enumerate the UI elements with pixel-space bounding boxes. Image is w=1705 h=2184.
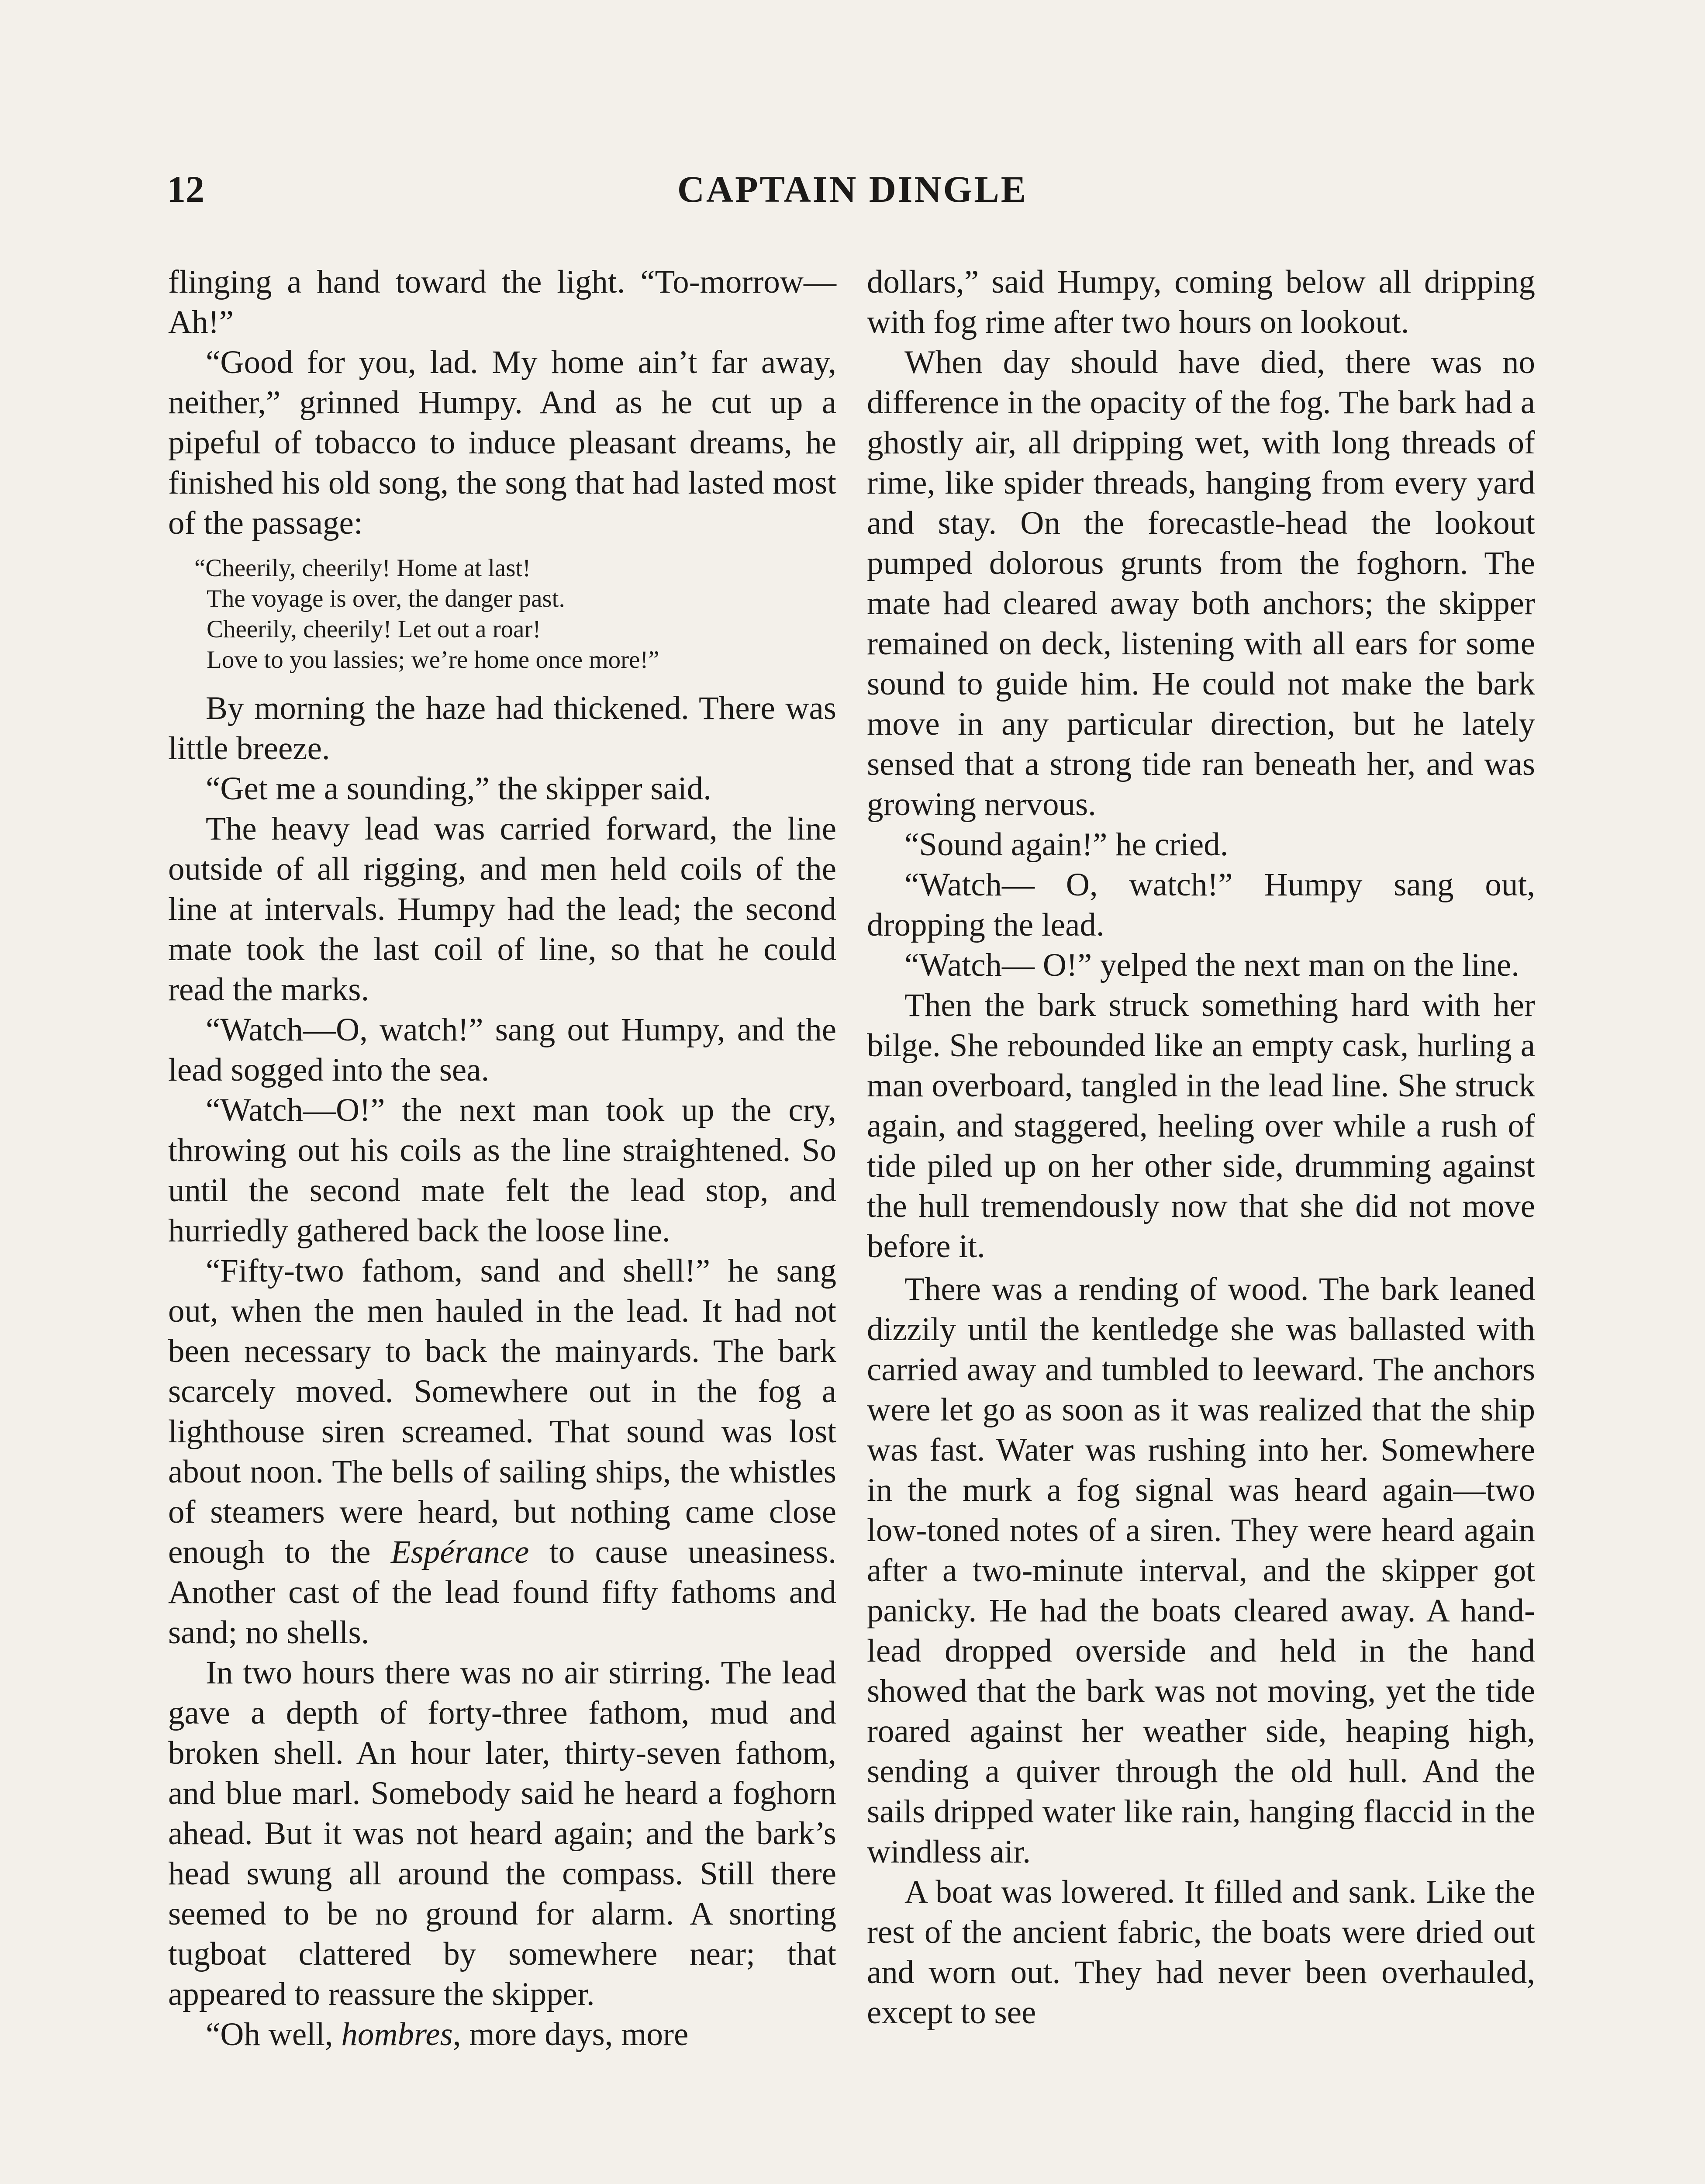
paragraph: By morning the haze had thickened. There was little breeze. [168,690,836,767]
paragraph-text: “Oh well, [206,2016,342,2053]
page-number: 12 [167,168,204,210]
paragraph: “Watch—O!” the next man took up the cry, throwing out his coils as the line straightened. So until the second mate felt the lead stop, and hurriedly gathered back the loose line. [168,1092,836,1249]
running-title: CAPTAIN DINGLE [677,168,1028,210]
paragraph: “Sound again!” he cried. [904,826,1229,863]
paragraph: Then the bark struck something hard with her bilge. She rebounded like an empty cask, hurling a man overboard, tangled in the lead line. She struck again, and staggered, heeling over while a rush of tide piled up on her other side, drumming against the hull tremendously now that she did not move before it. [867,987,1535,1265]
paragraph-text: “Fifty-two fathom, sand and shell!” he sang out, when the men hauled in the lead. It had not been necessary to back the mainyards. The bark scarcely moved. Somewhere out in the fog a lighthouse siren screamed. That sound was lost about noon. The bells of sailing ships, the whistles of steamers were heard, but nothing came close enough to the [168,1253,836,1570]
paragraph: “Watch— O, watch!” Humpy sang out, dropping the lead. [867,867,1535,943]
paragraph: There was a rending of wood. The bark leaned dizzily until the kentledge she was ballasted with carried away and tumbled to leeward. The anchors were let go as soon as it was realized that the ship was fast. Water was rushing into her. Somewhere in the murk a fog signal was heard again—two low-toned notes of a siren. They were heard again after a two-minute interval, and the skipper got panicky. He had the boats cleared away. A hand-lead dropped overside and held in the hand showed that the bark was not moving, yet the tide roared against her weather side, heaping high, sending a quiver through the old hull. And the sails dripped water like rain, hanging flaccid in the windless air. [867,1271,1535,1870]
paragraph: dollars,” said Humpy, coming below all dripping with fog rime after two hours on lookout. [867,264,1535,340]
verse-line: Love to you lassies; we’re home once more!” [207,646,659,674]
verse-line: Cheerily, cheerily! Let out a roar! [207,615,541,643]
paragraph: When day should have died, there was no difference in the opacity of the fog. The bark had a ghostly air, all dripping wet, with long threads of rime, like spider threads, hanging from every yard and stay. On the forecastle-head the lookout pumped dolorous grunts from the foghorn. The mate had cleared away both anchors; the skipper remained on deck, listening with all ears for some sound to guide him. He could not make the bark move in any particular direction, but he lately sensed that a strong tide ran beneath her, and was growing nervous. [867,344,1535,822]
verse-line: The voyage is over, the danger past. [207,585,565,612]
paragraph: A boat was lowered. It filled and sank. Like the rest of the ancient fabric, the boats were dried out and worn out. They had never been overhauled, except to see [867,1874,1535,2031]
paragraph: “Watch—O, watch!” sang out Humpy, and the lead sogged into the sea. [168,1012,836,1088]
italic-word: hombres [341,2016,453,2053]
paragraph: flinging a hand toward the light. “To-morrow— Ah!” [168,264,836,340]
paragraph: The heavy lead was carried forward, the line outside of all rigging, and men held coils of the line at intervals. Humpy had the lead; the second mate took the last coil of line, so that he could read the marks. [168,811,836,1008]
verse-line: “Cheerily, cheerily! Home at last! [194,554,531,582]
paragraph: “Get me a sounding,” the skipper said. [206,771,712,807]
paragraph: “Watch— O!” yelped the next man on the line. [904,947,1520,983]
paragraph [168,1251,836,1653]
song-verse [168,553,836,675]
paragraph: “Good for you, lad. My home ain’t far away, neither,” grinned Humpy. And as he cut up a pipeful of tobacco to induce pleasant dreams, he finished his old song, the song that had lasted most of the passage: [168,344,836,541]
paragraph-text: to cause uneasiness. Another cast of the lead found fifty fathoms and sand; no shells. [168,1534,837,1651]
right-text-column [867,262,1535,2033]
paragraph: In two hours there was no air stirring. The lead gave a depth of forty-three fathom, mud and broken shell. An hour later, thirty-seven fathom, and blue marl. Somebody said he heard a foghorn ahead. But it was not heard again; and the bark’s head swung all around the compass. Still there seemed to be no ground for alarm. A snorting tugboat clattered by somewhere near; that appeared to reassure the skipper. [168,1655,836,2012]
paragraph-text: , more days, more [452,2016,689,2053]
paragraph [168,2015,836,2055]
ship-name: Espérance [390,1534,529,1570]
left-text-column [168,262,836,2055]
